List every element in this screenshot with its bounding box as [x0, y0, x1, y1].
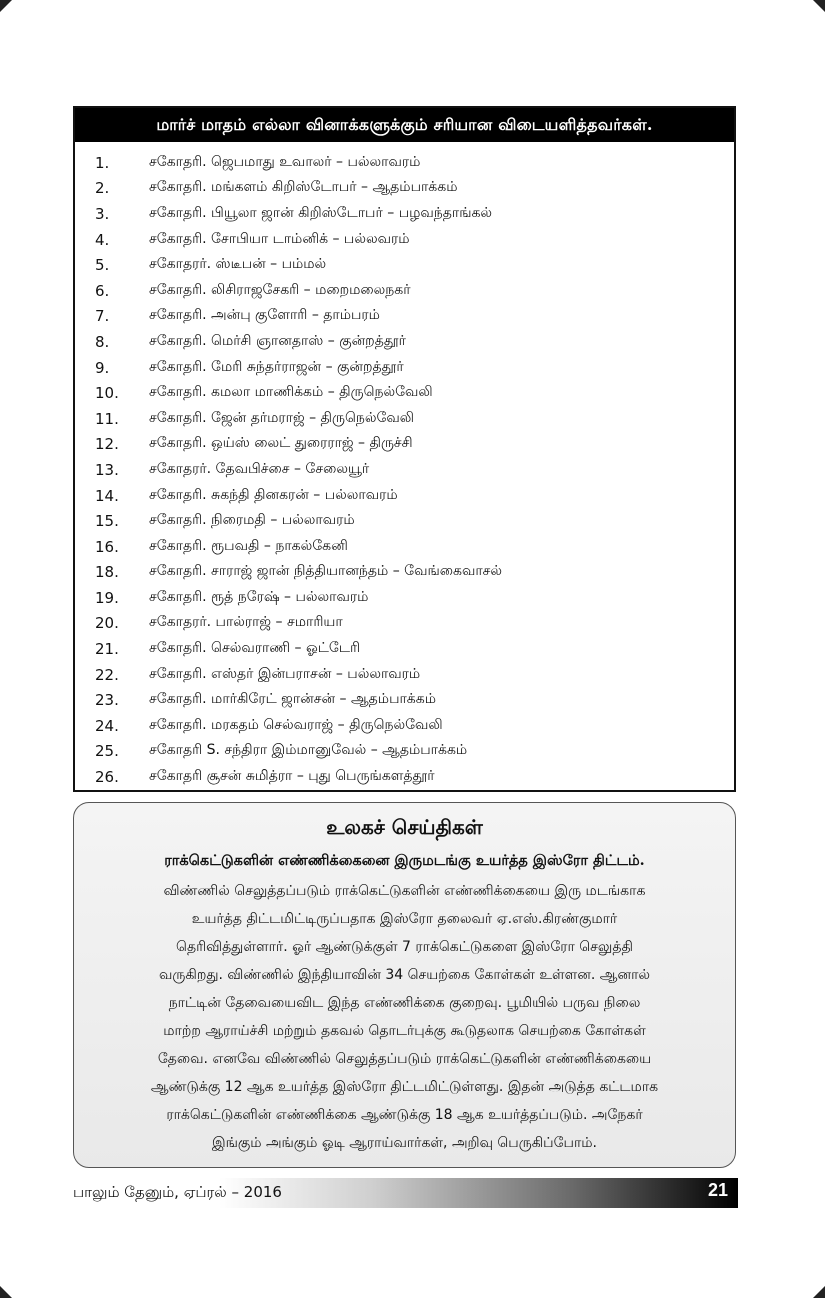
list-item	[75, 252, 734, 278]
list-item	[75, 636, 734, 662]
list-item	[75, 508, 734, 534]
news-subtitle: ராக்கெட்டுகளின் எண்ணிக்கைனை இருமடங்கு உயர்த்த இஸ்ரோ திட்டம்.	[164, 852, 645, 869]
winner-list	[75, 142, 734, 790]
world-news-box	[73, 802, 736, 1168]
winner-number: 8.	[95, 332, 110, 351]
winners-box	[73, 106, 736, 792]
winner-name-place: சகோதரி. ரூபவதி – நாகல்கேனி	[149, 537, 348, 554]
winner-number: 20.	[95, 614, 119, 633]
list-item	[75, 662, 734, 688]
winner-name-place: சகோதரி. எஸ்தர் இன்பராசன் – பல்லாவரம்	[149, 665, 421, 682]
list-item	[75, 304, 734, 330]
list-item	[75, 329, 734, 355]
winner-number: 6.	[95, 281, 110, 300]
winner-number: 23.	[95, 691, 119, 710]
list-item	[75, 687, 734, 713]
winner-number: 13.	[95, 460, 119, 479]
winner-name-place: சகோதரி S. சந்திரா இம்மானுவேல் – ஆதம்பாக்கம்	[149, 742, 468, 759]
list-item	[75, 713, 734, 739]
page-corner-bottom-right	[813, 1286, 825, 1298]
news-line: வருகிறது. விண்ணில் இந்தியாவின் 34 செயற்கை கோள்கள் உள்ளன. ஆனால்	[158, 967, 651, 983]
winner-name-place: சகோதரி. பியூலா ஜான் கிறிஸ்டோபர் – பழவந்தாங்கல்	[149, 204, 493, 221]
list-item	[75, 406, 734, 432]
winner-name-place: சகோதரி. மெர்சி ஞானதாஸ் – குன்றத்தூர்	[149, 332, 406, 349]
winner-number: 2.	[95, 179, 110, 198]
list-item	[75, 150, 734, 176]
news-line: விண்ணில் செலுத்தப்படும் ராக்கெட்டுகளின் எண்ணிக்கையை இரு மடங்காக	[163, 883, 646, 899]
list-item	[75, 227, 734, 253]
winner-number: 14.	[95, 486, 119, 505]
list-item	[75, 534, 734, 560]
list-item	[75, 585, 734, 611]
winner-name-place: சகோதரி. மேரி சுந்தர்ராஜன் – குன்றத்தூர்	[149, 358, 404, 375]
list-item	[75, 739, 734, 765]
winners-header: மார்ச் மாதம் எல்லா வினாக்களுக்கும் சரியான விடையளித்தவர்கள்.	[75, 108, 734, 142]
winner-number: 16.	[95, 537, 119, 556]
winner-number: 15.	[95, 512, 119, 531]
winner-name-place: சகோதரர். தேவபிச்சை – சேலையூர்	[149, 460, 370, 477]
winner-number: 22.	[95, 665, 119, 684]
winner-name-place: சகோதரி. ஜெபமாது உவாலர் – பல்லாவரம்	[149, 153, 421, 170]
list-item	[75, 432, 734, 458]
winner-name-place: சகோதரி. மார்கிரேட் ஜான்சன் – ஆதம்பாக்கம்	[149, 691, 436, 708]
list-item	[75, 380, 734, 406]
winner-number: 10.	[95, 384, 119, 403]
winner-name-place: சகோதரி. ரூத் நரேஷ் – பல்லாவரம்	[149, 588, 369, 605]
winner-number: 7.	[95, 307, 110, 326]
list-item	[75, 355, 734, 381]
news-line: நாட்டின் தேவையைவிட இந்த எண்ணிக்கை குறைவு. பூமியில் பருவ நிலை	[168, 995, 641, 1011]
winner-name-place: சகோதரி சூசன் சுமித்ரா – புது பெருங்களத்தூர்	[149, 768, 435, 785]
winner-number: 19.	[95, 588, 119, 607]
list-item	[75, 457, 734, 483]
winner-number: 3.	[95, 204, 110, 223]
winner-number: 12.	[95, 435, 119, 454]
list-item	[75, 483, 734, 509]
winner-number: 25.	[95, 742, 119, 761]
winner-name-place: சகோதரர். ஸ்டீபன் – பம்மல்	[149, 256, 327, 273]
winner-name-place: சகோதரி. செல்வராணி – ஓட்டேரி	[149, 640, 361, 657]
news-line: தெரிவித்துள்ளார். ஓர் ஆண்டுக்குள் 7 ராக்கெட்டுகளை இஸ்ரோ செலுத்தி	[176, 939, 633, 955]
winner-number: 5.	[95, 256, 110, 275]
news-line: மாற்ற ஆராய்ச்சி மற்றும் தகவல் தொடர்புக்கு கூடுதலாக செயற்கை கோள்கள்	[163, 1023, 646, 1039]
winner-number: 21.	[95, 640, 119, 659]
news-line: இங்கும் அங்கும் ஓடி ஆராய்வார்கள், அறிவு பெருகிப்போம்.	[212, 1135, 597, 1151]
winner-number: 1.	[95, 153, 110, 172]
winner-number: 24.	[95, 716, 119, 735]
winner-number: 11.	[95, 409, 119, 428]
page-footer	[73, 1178, 738, 1208]
winner-name-place: சகோதரி. மங்களம் கிறிஸ்டோபர் – ஆதம்பாக்கம்	[149, 179, 458, 196]
winner-number: 26.	[95, 768, 119, 787]
winner-name-place: சகோதரி. ஒய்ஸ் லைட் துரைராஜ் – திருச்சி	[149, 435, 413, 452]
news-line: ராக்கெட்டுகளின் எண்ணிக்கை ஆண்டுக்கு 18 ஆக உயர்த்தப்படும். அநேகர்	[166, 1107, 643, 1123]
list-item	[75, 278, 734, 304]
winner-name-place: சகோதரி. மரகதம் செல்வராஜ் – திருநெல்வேலி	[149, 716, 443, 733]
winner-name-place: சகோதரி. சுகந்தி தினகரன் – பல்லாவரம்	[149, 486, 398, 503]
winner-number: 9.	[95, 358, 110, 377]
winner-name-place: சகோதரர். பால்ராஜ் – சமாரியா	[149, 614, 343, 631]
page-corner-top-right	[813, 0, 825, 12]
winner-name-place: சகோதரி. அன்பு குளோரி – தாம்பரம்	[149, 307, 380, 324]
page-number: 21	[707, 1180, 728, 1200]
winner-name-place: சகோதரி. நிரைமதி – பல்லாவரம்	[149, 512, 355, 529]
winner-name-place: சகோதரி. சாராஜ் ஜான் நித்தியானந்தம் – வேங்கைவாசல்	[149, 563, 503, 580]
list-item	[75, 764, 734, 790]
list-item	[75, 176, 734, 202]
page-corner-top-left	[0, 0, 12, 12]
news-line: தேவை. எனவே விண்ணில் செலுத்தப்படும் ராக்கெட்டுகளின் எண்ணிக்கையை	[157, 1051, 652, 1067]
news-line: ஆண்டுக்கு 12 ஆக உயர்த்த இஸ்ரோ திட்டமிட்டுள்ளது. இதன் அடுத்த கட்டமாக	[150, 1079, 659, 1095]
news-title: உலகச் செய்திகள்	[326, 815, 483, 839]
winner-name-place: சகோதரி. கமலா மாணிக்கம் – திருநெல்வேலி	[149, 384, 433, 401]
winner-name-place: சகோதரி. ஜேன் தர்மராஜ் – திருநெல்வேலி	[149, 409, 415, 426]
winner-number: 4.	[95, 230, 110, 249]
news-line: உயர்த்த திட்டமிட்டிருப்பதாக இஸ்ரோ தலைவர் ஏ.எஸ்.கிரண்குமார்	[191, 911, 618, 927]
winner-number: 18.	[95, 563, 119, 582]
winner-name-place: சகோதரி. லிசிராஜசேகரி – மறைமலைநகர்	[149, 281, 411, 298]
page-corner-bottom-left	[0, 1286, 12, 1298]
publication-name-date: பாலும் தேனும், ஏப்ரல் – 2016	[73, 1183, 282, 1201]
list-item	[75, 201, 734, 227]
winner-name-place: சகோதரி. சோபியா டாம்னிக் – பல்லவரம்	[149, 230, 410, 247]
news-body	[74, 877, 735, 1157]
list-item	[75, 611, 734, 637]
list-item	[75, 560, 734, 586]
